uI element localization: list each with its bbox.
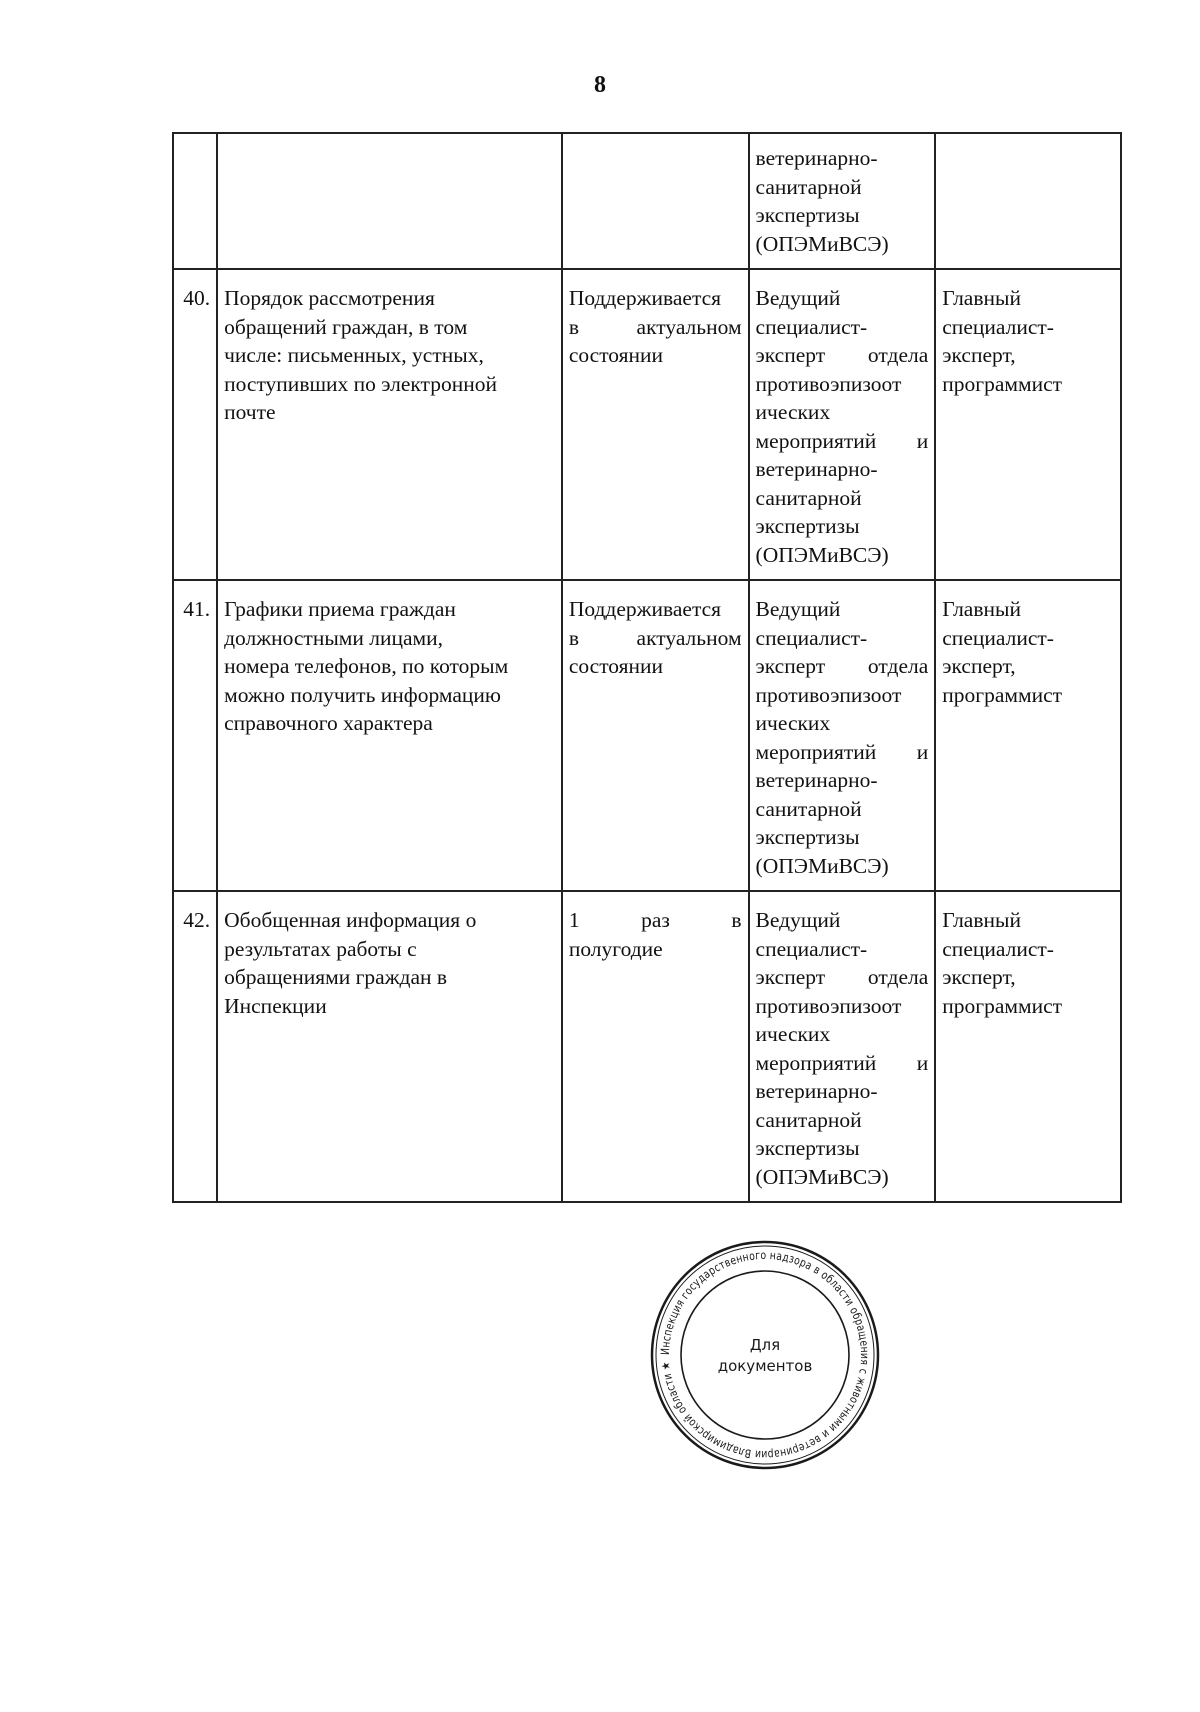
cell-text-line: программист [942, 993, 1063, 1018]
cell-text-line: специалист- [755, 936, 868, 961]
cell-text-line: ических [755, 1022, 831, 1046]
responsible-cell [749, 133, 936, 269]
name-cell [217, 580, 562, 891]
cell-text-line: Поддерживается [568, 597, 722, 621]
cell-text-line: результатах работы с [224, 936, 417, 961]
cell-text-line: санитарной [755, 485, 862, 510]
cell-text-line: Главный [942, 286, 1021, 310]
row-number-cell: 42. [173, 891, 217, 1202]
stamp-outer-ring-inner [656, 1246, 874, 1464]
cell-text-line: Главный [942, 908, 1021, 932]
cell-text-line: обращениями граждан в [224, 965, 448, 989]
cell-text-line: экспертизы [755, 1136, 860, 1160]
cell-text-line: экспертизы [755, 203, 860, 227]
cell-text-line: Поддерживается [568, 286, 722, 310]
document-table [172, 132, 1122, 1203]
cell-text-line: ветеринарно- [755, 1079, 878, 1103]
row-number-cell: 40. [173, 269, 217, 580]
cell-text-line: (ОПЭМиВСЭ) [755, 542, 889, 567]
table-body [173, 133, 1121, 1202]
cell-text-line: полугодие [568, 936, 663, 961]
table-row [173, 133, 1121, 269]
cell-text-line: состоянии [568, 343, 664, 367]
cell-text-line: (ОПЭМиВСЭ) [755, 1164, 889, 1189]
cell-text-line: Порядок рассмотрения [224, 286, 435, 310]
stamp-center-line-2: документов [717, 1357, 813, 1375]
cell-text-line: номера телефонов, по которым [224, 654, 509, 678]
cell-text-line: экспертизы [755, 514, 860, 538]
cell-text-line: эксперт, [942, 965, 1016, 989]
cell-text-line: специалист- [755, 314, 868, 339]
executor-cell [935, 580, 1121, 891]
period-cell [562, 269, 749, 580]
executor-cell [935, 891, 1121, 1202]
cell-text-line: Графики приема граждан [224, 597, 456, 621]
stamp-center-line-1: Для [749, 1336, 781, 1354]
cell-text-line: состоянии [568, 654, 664, 678]
stamp-outer-text: Инспекция государственного надзора в области обращения с животными и ветеринарии Владимирской области ★ [657, 1247, 873, 1463]
cell-text-line: ических [755, 400, 831, 424]
cell-text-line: эксперт отдела [755, 965, 929, 989]
cell-text-line: поступивших по электронной [224, 371, 497, 396]
table-row [173, 269, 1121, 580]
cell-text-line: 1 раз в [568, 908, 742, 932]
page-number: 8 [594, 72, 606, 98]
cell-text-line: санитарной [755, 796, 862, 821]
cell-text-line: санитарной [755, 1107, 862, 1132]
cell-text-line: специалист- [755, 625, 868, 650]
cell-text-line: можно получить информацию [224, 682, 501, 707]
cell-text-line: санитарной [755, 174, 862, 199]
period-cell [562, 891, 749, 1202]
executor-cell [935, 133, 1121, 269]
cell-text-line: программист [942, 682, 1063, 707]
executor-cell [935, 269, 1121, 580]
cell-text-line: Главный [942, 597, 1021, 621]
name-cell [217, 891, 562, 1202]
cell-text-line: эксперт отдела [755, 654, 929, 678]
name-cell [217, 133, 562, 269]
cell-text-line: мероприятий и [755, 1050, 929, 1075]
cell-text-line: специалист- [942, 625, 1054, 650]
cell-text-line: противоэпизоот [755, 371, 902, 396]
cell-text-line: эксперт, [942, 343, 1016, 367]
stamp-outer-ring [652, 1242, 878, 1468]
cell-text-line: программист [942, 371, 1063, 396]
cell-text-line: обращений граждан, в том [224, 314, 468, 339]
cell-text-line: в актуальном [568, 314, 742, 339]
responsible-cell [749, 580, 936, 891]
cell-text-line: Обобщенная информация о [224, 908, 477, 932]
cell-text-line: в актуальном [568, 625, 742, 650]
row-number-cell: 41. [173, 580, 217, 891]
cell-text-line: специалист- [942, 936, 1054, 961]
cell-text-line: специалист- [942, 314, 1054, 339]
cell-text-line: Ведущий [755, 908, 841, 932]
row-number-cell [173, 133, 217, 269]
cell-text-line: эксперт, [942, 654, 1016, 678]
cell-text-line: ветеринарно- [755, 457, 878, 481]
cell-text-line: Ведущий [755, 597, 841, 621]
stamp-inner-ring [681, 1271, 849, 1439]
period-cell [562, 133, 749, 269]
cell-text-line: ветеринарно- [755, 768, 878, 792]
table-row [173, 580, 1121, 891]
name-cell [217, 269, 562, 580]
cell-text-line: мероприятий и [755, 428, 929, 453]
responsible-cell [749, 269, 936, 580]
cell-text-line: почте [224, 400, 276, 424]
cell-text-line: Инспекции [224, 993, 327, 1018]
cell-text-line: противоэпизоот [755, 682, 902, 707]
cell-text-line: (ОПЭМиВСЭ) [755, 853, 889, 878]
cell-text-line: должностными лицами, [224, 625, 444, 650]
cell-text-line: (ОПЭМиВСЭ) [755, 231, 889, 256]
period-cell [562, 580, 749, 891]
responsible-cell [749, 891, 936, 1202]
cell-text-line: Ведущий [755, 286, 841, 310]
official-stamp [648, 1238, 882, 1472]
cell-text-line: экспертизы [755, 825, 860, 849]
table-row [173, 891, 1121, 1202]
cell-text-line: мероприятий и [755, 739, 929, 764]
cell-text-line: ветеринарно- [755, 146, 878, 170]
cell-text-line: ических [755, 711, 831, 735]
cell-text-line: противоэпизоот [755, 993, 902, 1018]
cell-text-line: эксперт отдела [755, 343, 929, 367]
cell-text-line: справочного характера [224, 711, 433, 735]
cell-text-line: числе: письменных, устных, [224, 343, 484, 367]
